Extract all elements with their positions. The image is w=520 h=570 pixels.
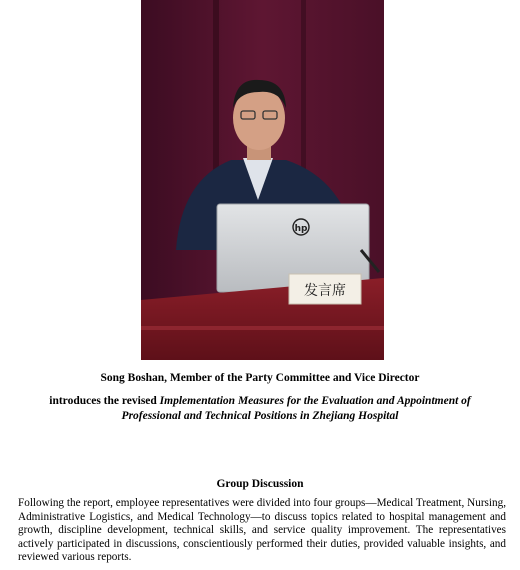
section-paragraph: Following the report, employee representatives were divided into four groups—Medical Treatment, Nursing, Administrative Logistics, and Medical Technology—to discuss topics related to hospital management and growth, discipline development, technical skills, and service quality improvement. The representatives actively participated in discussions, conscientiously performed their duties, provided valuable insights, and reviewed various reports. [18,497,506,564]
podium-sign: 发言席 [304,283,346,299]
monitor-logo: hp [294,224,308,234]
caption-line-2 [0,394,520,409]
caption-document-title: Implementation Measures for the Evaluation and Appointment of [159,395,471,407]
speaker-photo [141,0,384,360]
caption-line-2-prefix: introduces the revised [49,395,160,407]
caption-line-1: Song Boshan, Member of the Party Committee and Vice Director [100,372,420,384]
caption-line-3: Professional and Technical Positions in Zhejiang Hospital [121,410,399,422]
speaker-photo-illustration [141,0,384,360]
section-heading: Group Discussion [216,478,304,490]
